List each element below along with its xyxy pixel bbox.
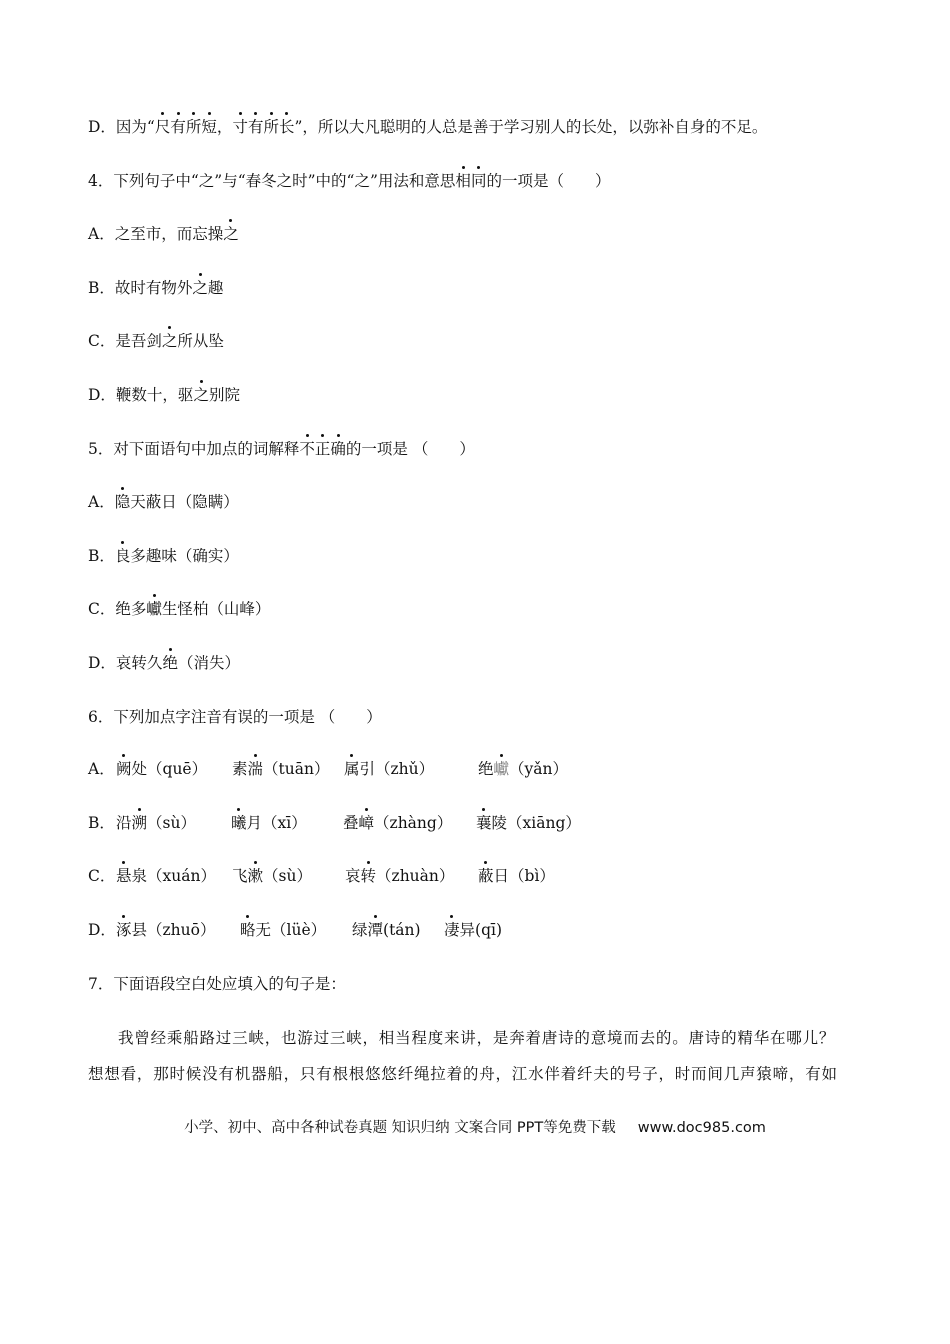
item-text: (tán) [383, 921, 421, 939]
pinyin-item [345, 866, 454, 886]
dotted-char: 之 [192, 279, 208, 297]
dotted-char: 转 [360, 867, 377, 885]
item-text: 陵（xiāng） [491, 814, 581, 832]
dotted-char: 绝 [162, 654, 178, 672]
item-text: 县（zhuō） [131, 921, 216, 939]
dotted-char: 相 [455, 172, 471, 190]
q4-option-c: C．是吾剑之所从坠 [88, 332, 224, 350]
pinyin-item [232, 866, 312, 886]
dotted-char: 不 [299, 440, 315, 458]
item-text: 处（quē） [131, 760, 208, 778]
pinyin-item [232, 759, 329, 779]
dotted-char: 属 [344, 760, 360, 778]
dotted-text [155, 118, 217, 136]
q3-option-d: D．因为“尺有所短，寸有所长”，所以大凡聪明的人总是善于学习别人的长处，以弥补自身的不足。 [88, 118, 768, 136]
dotted-char: 巘 [146, 600, 162, 618]
pinyin-item [116, 920, 215, 940]
pinyin-item [240, 920, 326, 940]
pinyin-item [352, 920, 421, 940]
item-text: 沿 [116, 814, 132, 832]
option-label: D． [88, 921, 116, 939]
footer-text: 小学、初中、高中各种试卷真题 知识归纳 文案合同 PPT等免费下载 [184, 1120, 616, 1136]
dotted-char: 巘 [493, 760, 510, 778]
q5-option-d: D．哀转久绝（消失） [88, 654, 240, 672]
dotted-char: 略 [240, 921, 256, 939]
q7-passage-line-2: 想想看，那时候没有机器船，只有根根悠悠纤绳拉着的舟，江水伴着纤夫的号子，时而间几声猿啼，有如 [88, 1065, 838, 1083]
option-label: A． [88, 760, 115, 778]
item-text: 异(qī) [459, 921, 502, 939]
item-text: 日（bì） [493, 867, 555, 885]
q6-option-row [88, 920, 848, 942]
dotted-text [299, 440, 346, 458]
item-text: 哀 [345, 867, 361, 885]
item-text: 无（lüè） [255, 921, 327, 939]
item-text: 绝 [478, 760, 494, 778]
dotted-char: 涿 [116, 921, 132, 939]
dotted-char: 尺 [154, 118, 171, 136]
q7-passage-line-1: 我曾经乘船路过三峡，也游过三峡，相当程度来讲，是奔着唐诗的意境而去的。唐诗的精华在哪儿？ [118, 1029, 836, 1047]
q4-option-a: A．之至市，而忘操之 [88, 225, 239, 243]
q5-option-a: A．隐天蔽日（隐瞒） [88, 493, 239, 511]
dotted-char: 凄 [444, 921, 460, 939]
item-text: 素 [232, 760, 248, 778]
q4-stem: 4．下列句子中“之”与“春冬之时”中的“之”用法和意思相同的一项是（ ） [88, 172, 611, 190]
dotted-char: 同 [470, 172, 487, 190]
dotted-char: 确 [330, 440, 346, 458]
page-footer [0, 1116, 950, 1137]
dotted-char: 隐 [114, 493, 131, 511]
q4-option-d: D．鞭数十，驱之别院 [88, 386, 240, 404]
dotted-char: 所 [263, 118, 279, 136]
q6-stem: 6．下列加点字注音有误的一项是 （ ） [88, 708, 382, 726]
q6-option-row [88, 759, 848, 781]
dotted-char: 阙 [116, 760, 132, 778]
dotted-char: 有 [170, 118, 186, 136]
item-text: （tuān） [263, 760, 330, 778]
option-label: C． [88, 867, 116, 885]
item-text: （zhuàn） [376, 867, 455, 885]
pinyin-item [476, 813, 581, 833]
dotted-char: 悬 [116, 867, 132, 885]
dotted-char: 湍 [247, 760, 264, 778]
dotted-char: 襄 [476, 814, 492, 832]
pinyin-item [116, 759, 207, 779]
q5-option-c: C．绝多巘生怪柏（山峰） [88, 600, 271, 618]
q5-option-b: B．良多趣味（确实） [88, 547, 239, 565]
item-text: （yǎn） [509, 760, 569, 778]
pinyin-item [478, 866, 555, 886]
dotted-char: 寸 [232, 118, 248, 136]
item-text: 泉（xuán） [131, 867, 216, 885]
item-text: （sù） [263, 867, 312, 885]
dotted-char: 蔽 [478, 867, 494, 885]
item-text: 叠 [343, 814, 359, 832]
dotted-char: 长 [278, 118, 295, 136]
q6-option-row [88, 866, 848, 888]
dotted-char: 良 [114, 547, 131, 565]
footer-url[interactable]: www.doc985.com [637, 1120, 766, 1136]
item-text: 引（zhǔ） [359, 760, 435, 778]
q4-option-b: B．故时有物外之趣 [88, 279, 224, 297]
dotted-char: 之 [161, 332, 178, 350]
q6-option-row [88, 813, 848, 835]
item-text: 月（xī） [246, 814, 307, 832]
dotted-char: 之 [223, 225, 239, 243]
dotted-char: 漱 [247, 867, 264, 885]
dotted-char: 有 [247, 118, 264, 136]
pinyin-item [116, 866, 216, 886]
dotted-char: 溯 [131, 814, 148, 832]
dotted-char: 嶂 [358, 814, 375, 832]
option-label: B． [88, 814, 115, 832]
item-text: （zhàng） [374, 814, 453, 832]
pinyin-item [344, 759, 434, 779]
pinyin-item [444, 920, 502, 940]
dotted-char: 之 [193, 386, 209, 404]
q7-stem: 7．下面语段空白处应填入的句子是： [88, 975, 346, 993]
dotted-char: 潭 [367, 921, 384, 939]
dotted-char: 曦 [231, 814, 247, 832]
pinyin-item [343, 813, 452, 833]
item-text: 飞 [232, 867, 248, 885]
dotted-text [232, 118, 294, 136]
pinyin-item [116, 813, 196, 833]
dotted-text [455, 172, 486, 190]
dotted-char: 所 [185, 118, 202, 136]
pinyin-item [478, 759, 568, 779]
q5-stem: 5．对下面语句中加点的词解释不正确的一项是 （ ） [88, 440, 475, 458]
pinyin-item [231, 813, 307, 833]
dotted-char: 短 [201, 118, 217, 136]
item-text: 绿 [352, 921, 368, 939]
dotted-char: 正 [314, 440, 331, 458]
item-text: （sù） [147, 814, 196, 832]
